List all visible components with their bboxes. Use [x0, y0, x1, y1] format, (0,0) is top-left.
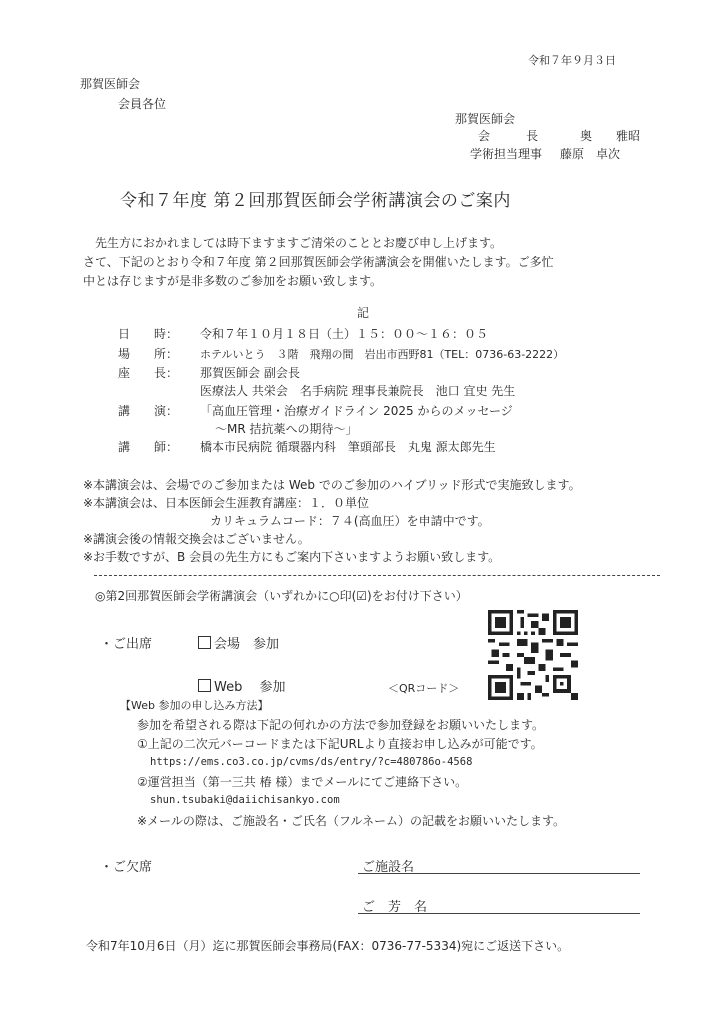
attend-label: ・ご出席	[100, 637, 153, 652]
option-venue[interactable]	[198, 633, 279, 652]
recipient-org: 那賀医師会	[80, 77, 141, 91]
note-curriculum: カリキュラムコード：７４(高血圧）を申請中です。	[210, 514, 490, 528]
note-credits: ※本講演会は、日本医師会生涯教育講座：１．０単位	[83, 496, 370, 510]
option-web-label: Web 参加	[214, 680, 286, 695]
speaker-value: 橋本市民病院 循環器内科 筆頭部長 丸鬼 源太郎先生	[200, 440, 496, 454]
web-checkbox[interactable]	[198, 679, 211, 692]
name-underline[interactable]	[358, 913, 640, 914]
method-1: ①上記の二次元バーコードまたは下記URLより直接お申し込みが可能です。	[137, 737, 543, 751]
intro-line-2: さて、下記のとおり令和７年度 第２回那賀医師会学術講演会を開催いたします。ご多忙	[83, 255, 554, 269]
absent-label: ・ご欠席	[100, 860, 153, 875]
facility-label: ご施設名	[362, 860, 415, 875]
intro-line-3: 中とは存じますが是非多数のご参加をお願い致します。	[83, 274, 383, 288]
venue-label: 場 所：	[118, 347, 179, 361]
option-web[interactable]	[198, 676, 285, 695]
sender-director-name: 藤原 卓次	[560, 147, 621, 161]
option-venue-label: 会場 参加	[214, 637, 280, 652]
note-b-members: ※お手数ですが、B 会員の先生方にもご案内下さいますようお願い致します。	[83, 550, 501, 564]
mail-note: ※メールの際は、ご施設名・ご氏名（フルネーム）の記載をお願いいたします。	[137, 814, 566, 828]
intro-line-1: 先生方におかれましては時下ますますご清栄のこととお慶び申し上げます。	[95, 236, 503, 250]
web-method-title: 【Web 参加の申し込み方法】	[120, 699, 269, 712]
return-instructions: 令和7年10月6日（月）迄に那賀医師会事務局(FAX：0736-77-5334)宛にご返送下さい。	[86, 939, 570, 953]
qr-label: ＜QRコード＞	[388, 682, 460, 695]
web-method-desc: 参加を希望される際は下記の何れかの方法で参加登録をお願いいたします。	[137, 718, 545, 732]
date-value: 令和７年１０月１８日（土）１５：００～１６：０５	[200, 327, 489, 341]
qr-code[interactable]	[488, 610, 578, 700]
lecture-value-2: ～MR 拮抗薬への期待～」	[215, 422, 358, 436]
speaker-label: 講 師：	[118, 440, 179, 454]
sender-president-name: 奥 雅昭	[580, 129, 641, 143]
page-title: 令和７年度 第２回那賀医師会学術講演会のご案内	[120, 191, 511, 211]
chair-label: 座 長：	[118, 366, 179, 380]
registration-url[interactable]: https://ems.co3.co.jp/cvms/ds/entry/?c=480786o-4568	[150, 756, 473, 768]
recipient-members: 会員各位	[118, 97, 167, 111]
contact-email[interactable]: shun.tsubaki@daiichisankyo.com	[150, 794, 340, 806]
cut-line	[94, 575, 660, 576]
date-label: 日 時：	[118, 327, 179, 341]
form-header: ◎第2回那賀医師会学術講演会（いずれかに○印(☑)をお付け下さい）	[95, 589, 468, 603]
note-hybrid: ※本講演会は、会場でのご参加または Web でのご参加のハイブリッド形式で実施致します。	[83, 478, 581, 492]
facility-underline[interactable]	[358, 873, 640, 874]
chair-value-2: 医療法人 共栄会 名手病院 理事長兼院長 池口 宜史 先生	[200, 384, 516, 398]
lecture-label: 講 演：	[118, 404, 179, 418]
venue-value: ホテルいとう ３階 飛翔の間 岩出市西野81（TEL：0736-63-2222）	[200, 348, 565, 361]
ki-heading: 記	[357, 306, 370, 320]
sender-org: 那賀医師会	[455, 112, 516, 126]
name-label: ご 芳 名	[362, 900, 428, 915]
chair-value-1: 那賀医師会 副会長	[200, 366, 300, 380]
note-no-exchange: ※講演会後の情報交換会はございません。	[83, 532, 310, 546]
lecture-value-1: 「高血圧管理・治療ガイドライン 2025 からのメッセージ	[200, 404, 513, 418]
venue-checkbox[interactable]	[198, 636, 211, 649]
document-date: 令和７年９月３日	[528, 54, 616, 67]
sender-president-role: 会 長	[478, 129, 539, 143]
sender-director-role: 学術担当理事	[470, 147, 543, 161]
method-2: ②運営担当（第一三共 椿 様）までメールにてご連絡下さい。	[137, 775, 468, 789]
